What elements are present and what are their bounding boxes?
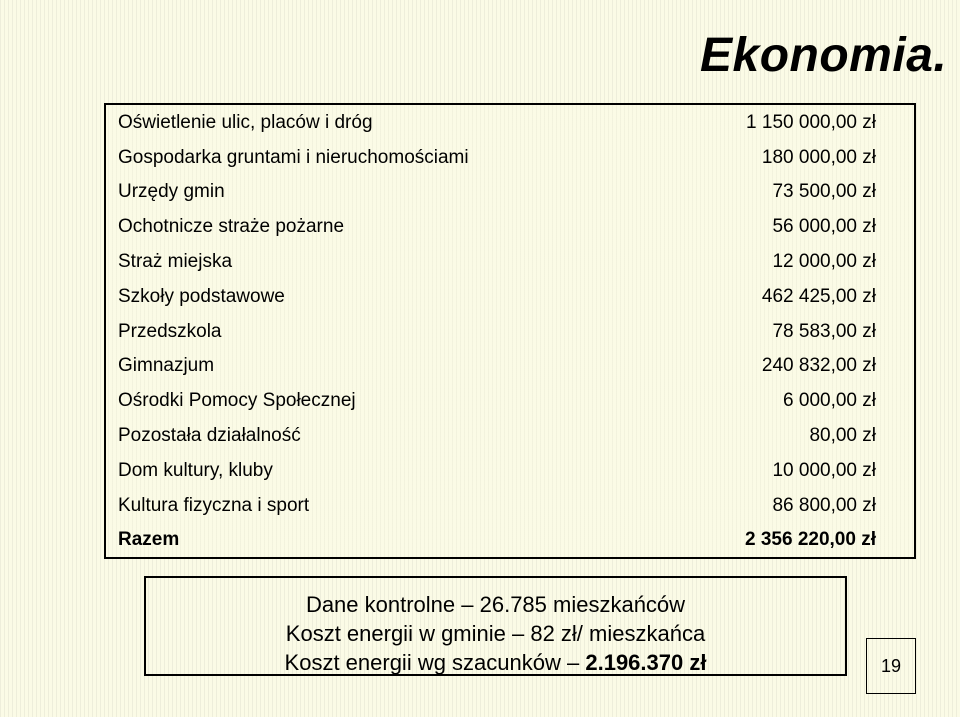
expense-category: Gimnazjum [118, 355, 215, 377]
expense-amount: 78 583,00 zł [772, 320, 876, 342]
expense-category: Przedszkola [118, 320, 222, 342]
budget-table-body [105, 104, 915, 558]
expense-category: Szkoły podstawowe [118, 285, 285, 307]
energy-cost-per-resident-line: Koszt energii w gminie – 82 zł/ mieszkańca [285, 620, 706, 646]
control-data-box [144, 576, 847, 676]
expense-category: Urzędy gmin [118, 181, 225, 203]
expense-amount: 80,00 zł [809, 425, 876, 447]
table-row [105, 314, 915, 349]
expense-amount: 462 425,00 zł [761, 285, 876, 307]
table-row [105, 175, 915, 210]
table-row [105, 453, 915, 488]
table-row [105, 418, 915, 453]
expense-category: Gospodarka gruntami i nieruchomościami [118, 146, 469, 168]
table-row [105, 279, 915, 314]
expense-amount: 73 500,00 zł [772, 181, 876, 203]
table-row [105, 244, 915, 279]
expense-category: Straż miejska [118, 251, 233, 273]
table-total-row [105, 523, 915, 559]
expense-amount: 10 000,00 zł [772, 459, 876, 481]
table-row [105, 140, 915, 175]
expense-category: Oświetlenie ulic, placów i dróg [118, 111, 373, 133]
expense-category: Dom kultury, kluby [118, 459, 273, 481]
expense-amount: 12 000,00 zł [772, 251, 876, 273]
expense-category: Kultura fizyczna i sport [118, 494, 310, 516]
total-amount: 2 356 220,00 zł [745, 529, 876, 551]
expense-amount: 1 150 000,00 zł [746, 111, 876, 133]
expense-amount: 180 000,00 zł [761, 146, 876, 168]
budget-table [104, 103, 916, 559]
expense-amount: 86 800,00 zł [772, 494, 876, 516]
expense-amount: 6 000,00 zł [783, 390, 876, 412]
expense-category: Ochotnicze straże pożarne [118, 216, 345, 238]
total-label: Razem [118, 529, 180, 551]
table-row [105, 104, 915, 140]
table-row [105, 349, 915, 384]
page-number: 19 [866, 638, 916, 694]
table-row [105, 488, 915, 523]
slide-title: Ekonomia. [700, 29, 948, 82]
estimated-energy-cost-line [285, 648, 707, 677]
expense-category: Pozostała działalność [118, 425, 301, 447]
table-row [105, 209, 915, 244]
expense-amount: 240 832,00 zł [761, 355, 876, 377]
table-row [105, 383, 915, 418]
estimated-energy-cost-label: Koszt energii wg szacunków – [284, 649, 586, 675]
residents-count-line: Dane kontrolne – 26.785 mieszkańców [305, 591, 686, 617]
expense-amount: 56 000,00 zł [772, 216, 876, 238]
estimated-energy-cost-value: 2.196.370 zł [585, 649, 707, 675]
expense-category: Ośrodki Pomocy Społecznej [118, 390, 356, 412]
